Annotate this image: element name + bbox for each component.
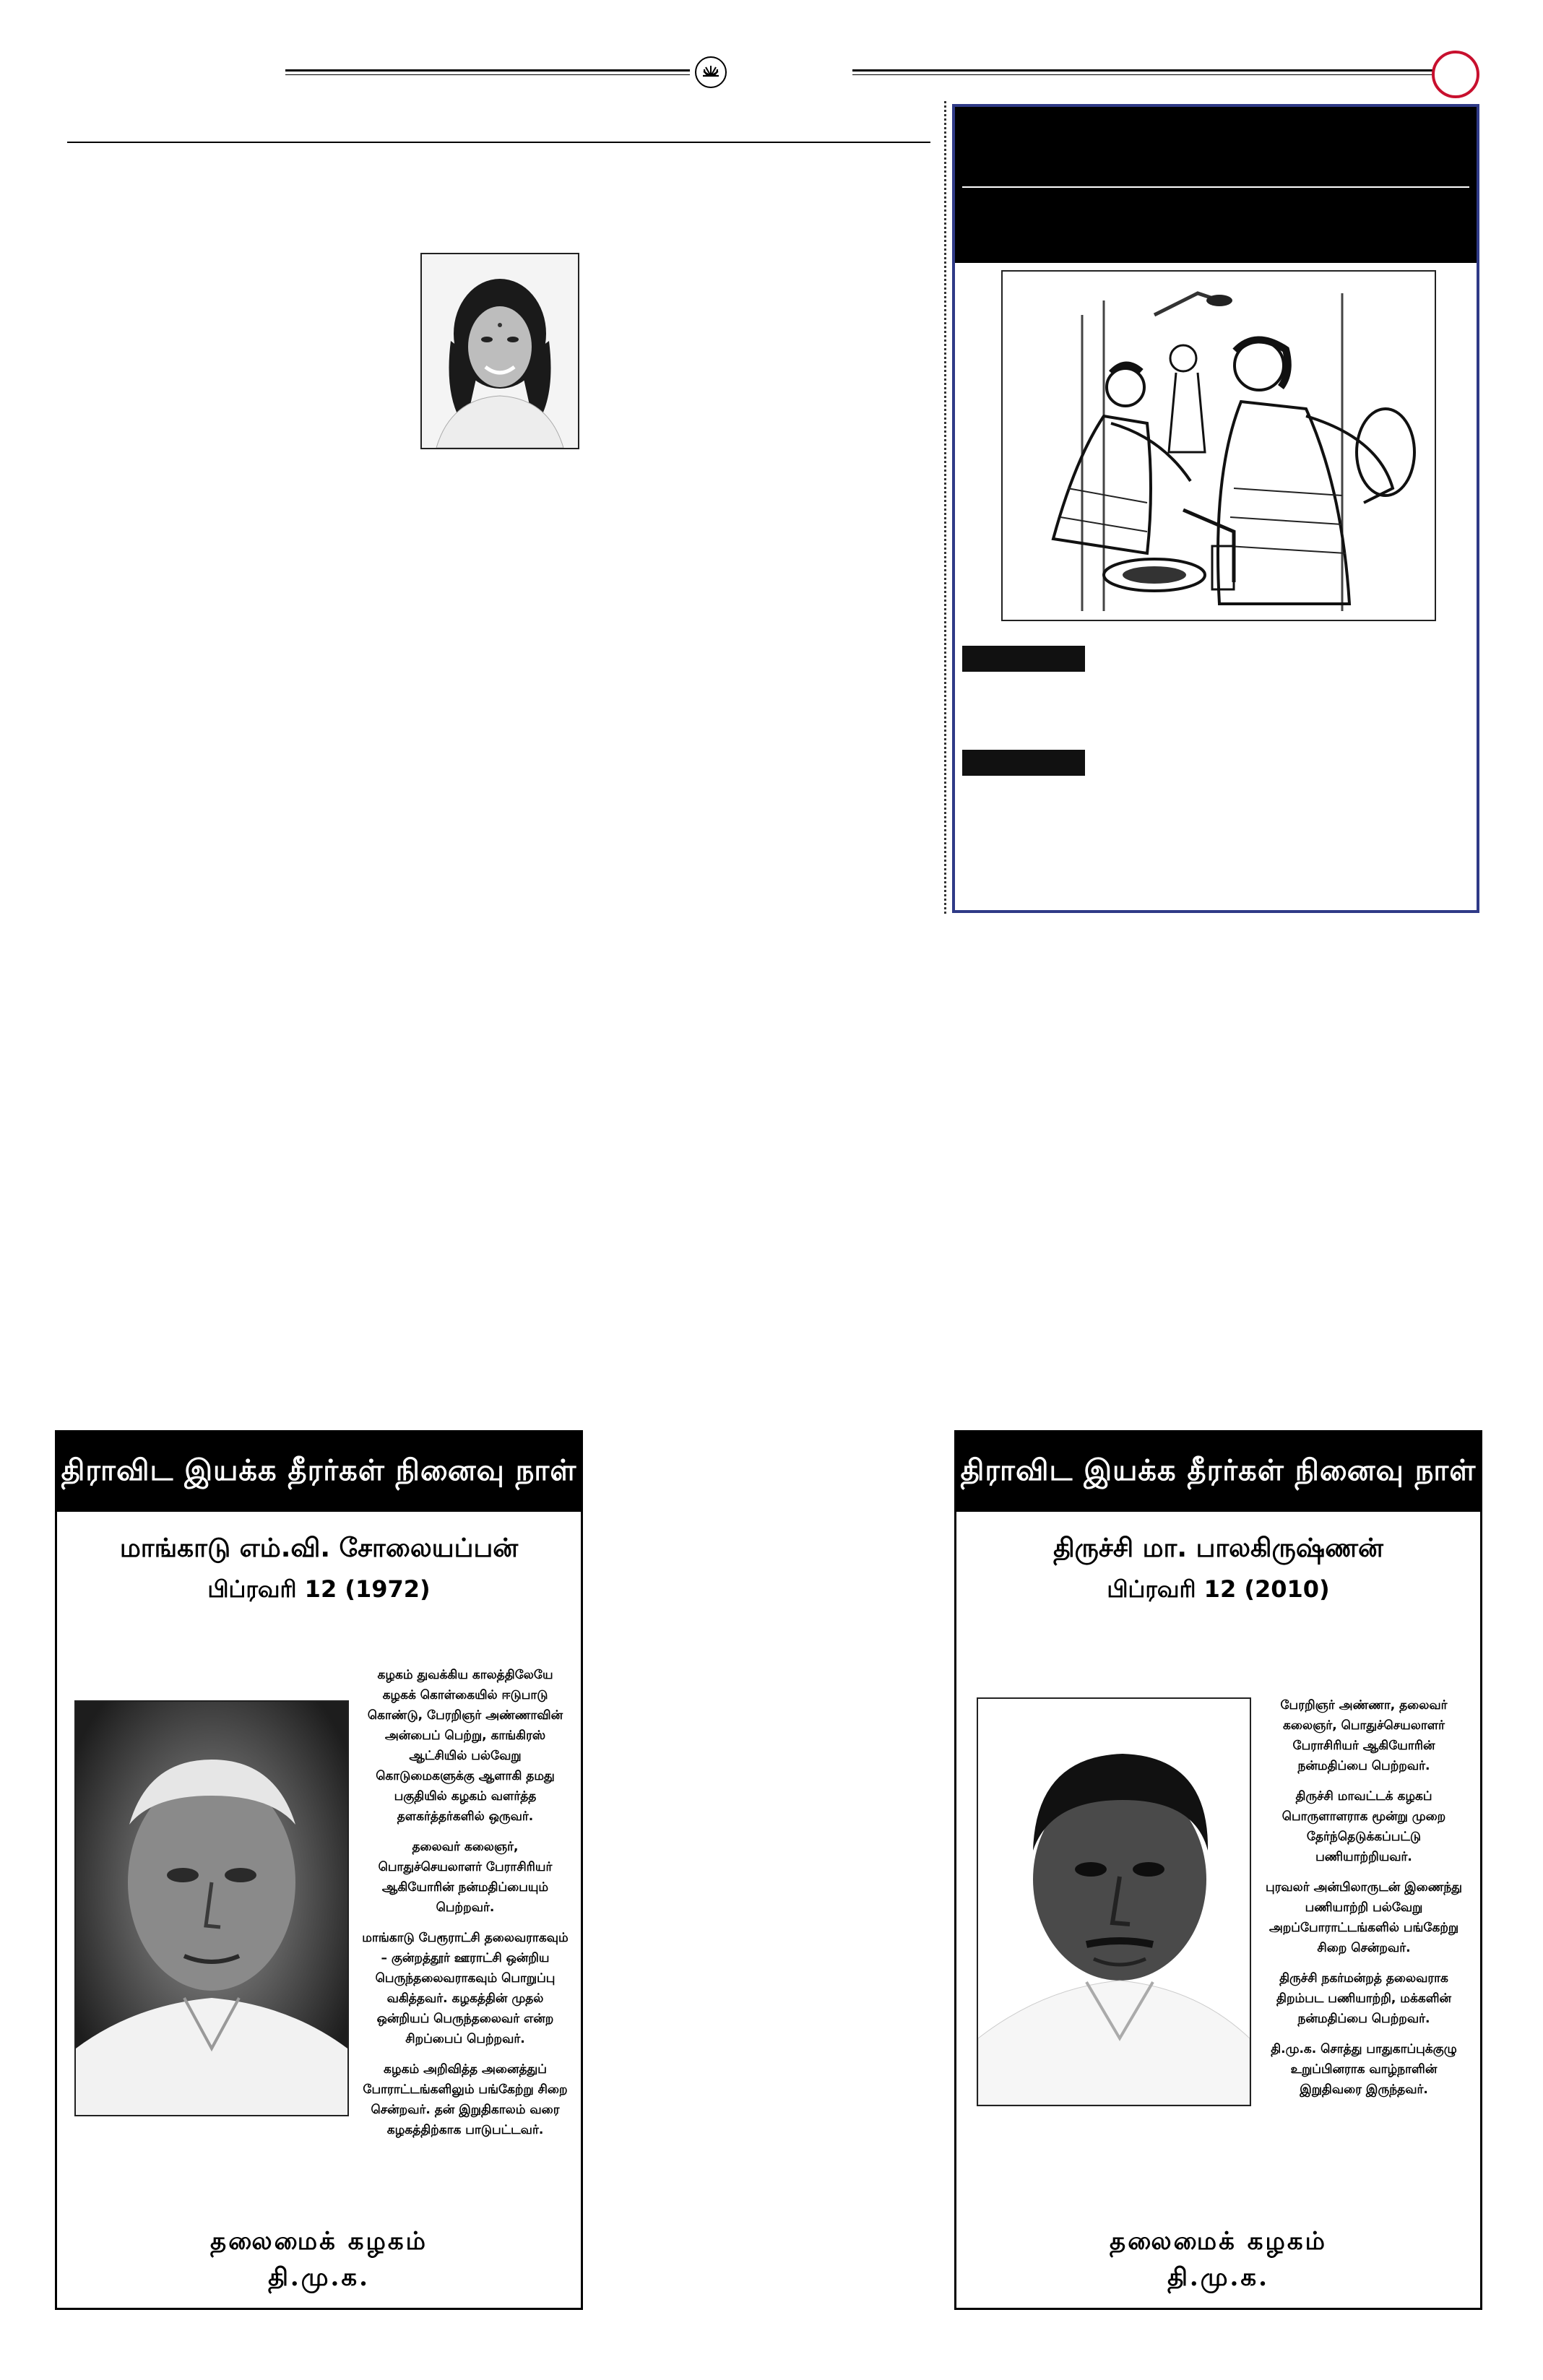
bio-paragraph: புரவலர் அன்பிலாருடன் இணைந்து பணியாற்றி பல்வேறு அறப்போராட்டங்களில் பங்கேற்று சிறை சென்றவர்.: [1265, 1880, 1463, 1955]
memorial-portrait-photo: [977, 1697, 1251, 2106]
memorial-name: திருச்சி மா. பாலகிருஷ்ணன்: [1053, 1533, 1383, 1563]
memorial-footer-party: தி.மு.க.: [268, 2263, 370, 2292]
section-rule: [67, 142, 930, 143]
cartoon-box: [952, 104, 1479, 913]
bio-paragraph: திருச்சி நகர்மன்றத் தலைவராக திறம்பட பணியாற்றி, மக்களின் நன்மதிப்பை பெற்றவர்.: [1276, 1971, 1451, 2026]
bio-paragraph: பேரறிஞர் அண்ணா, தலைவர் கலைஞர், பொதுச்செயலாளர் பேராசிரியர் ஆகியோரின் நன்மதிப்பை பெற்றவர்.: [1280, 1698, 1448, 1773]
memorial-footer-org: தலைமைக் கழகம்: [210, 2227, 428, 2256]
memorial-date: பிப்ரவரி 12 (1972): [207, 1575, 431, 1603]
memorial-bio: [360, 1665, 570, 2150]
bio-paragraph: திருச்சி மாவட்டக் கழகப் பொருளாளராக மூன்று முறை தேர்ந்தெடுக்கப்பட்டு பணியாற்றியவர்.: [1281, 1789, 1446, 1864]
memorial-card-1: [55, 1430, 583, 2310]
memorial-portrait-photo: [74, 1700, 349, 2116]
memorial-name: மாங்காடு எம்.வி. சோலையப்பன்: [119, 1533, 519, 1563]
cartoon-illustration: [1001, 270, 1436, 621]
memorial-footer-org: தலைமைக் கழகம்: [1110, 2227, 1327, 2256]
bio-paragraph: கழகம் அறிவித்த அனைத்துப் போராட்டங்களிலும் பங்கேற்று சிறை சென்றவர். தன் இறுதிகாலம் வரை கழகத்திற்காக பாடுபட்டவர்.: [363, 2062, 568, 2137]
memorial-bio: [1258, 1695, 1469, 2110]
bio-paragraph: தலைவர் கலைஞர், பொதுச்செயலாளர் பேராசிரியர் ஆகியோரின் நன்மதிப்பையும் பெற்றவர்.: [378, 1840, 553, 1915]
bio-paragraph: மாங்காடு பேரூராட்சி தலைவராகவும் – குன்றத்தூர் ஊராட்சி ஒன்றிய பெருந்தலைவராகவும் பொறுப்பு வகித்தவர். கழகத்தின் முதல் ஒன்றியப் பெருந்தலைவர் என்ற சிறப்பைப் பெற்றவர்.: [362, 1931, 569, 2046]
rising-sun-emblem-icon: [695, 56, 727, 88]
bio-paragraph: தி.மு.க. சொத்து பாதுகாப்புக்குழு உறுப்பினராக வாழ்நாளின் இறுதிவரை இருந்தவர்.: [1271, 2042, 1457, 2097]
cartoon-caption-tag-1: [962, 646, 1085, 672]
memorial-card-header: திராவிட இயக்க தீரர்கள் நினைவு நாள்: [956, 1432, 1480, 1512]
memorial-date: பிப்ரவரி 12 (2010): [1107, 1575, 1330, 1603]
page-number-badge: [1432, 51, 1479, 98]
cartoon-header-divider: [962, 186, 1469, 188]
column-separator: [944, 101, 946, 914]
header-rule-right: [852, 69, 1438, 75]
memorial-card-2: [954, 1430, 1482, 2310]
header-rule-left: [285, 69, 690, 75]
cartoon-caption-tag-2: [962, 750, 1085, 776]
bio-paragraph: கழகம் துவக்கிய காலத்திலேயே கழகக் கொள்கையில் ஈடுபாடு கொண்டு, பேரறிஞர் அண்ணாவின் அன்பைப் பெற்று, காங்கிரஸ் ஆட்சியில் பல்வேறு கொடுமைகளுக்கு ஆளாகி தமது பகுதியில் கழகம் வளர்த்த தளகர்த்தர்களில் ஒருவர்.: [367, 1668, 563, 1824]
cartoon-header-band: [955, 107, 1477, 263]
memorial-footer-party: தி.மு.க.: [1167, 2263, 1269, 2292]
author-portrait-photo: [420, 253, 579, 449]
memorial-card-header: திராவிட இயக்க தீரர்கள் நினைவு நாள்: [57, 1432, 581, 1512]
